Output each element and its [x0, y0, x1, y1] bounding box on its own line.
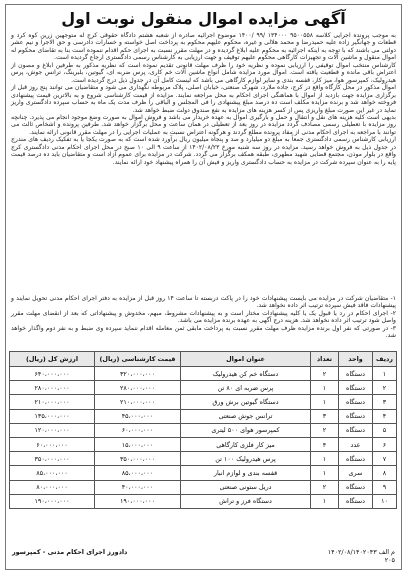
cell-price: ۶۰،۰۰۰،۰۰۰ [95, 423, 181, 437]
cell-unit: دستگاه [339, 409, 373, 423]
cell-title: قفسه بندی و لوازم انبار [181, 466, 311, 480]
cell-row: ۶ [373, 437, 397, 451]
cell-qty: ۱ [311, 494, 339, 508]
note-item: ۱- متقاضیان شرکت در مزایده می بایست پیشنهادات خود را در پاکت دربسته تا ساعت ۱۴ روز قبل از مزایده به دفتر اجرای احکام مدنی تحویل نمایند و پیشنهادات فاقد فیش سپرده ترتیب اثر داده نخواهد شد. [11, 295, 396, 310]
cell-total: ۶۴۰،۰۰۰،۰۰۰ [10, 367, 95, 381]
cell-title: پرس ضربه ای ۸۰ تن [181, 381, 311, 395]
cell-title: ترانس جوش صنعتی [181, 409, 311, 423]
cell-unit: دستگاه [339, 452, 373, 466]
cell-price: ۱۹۰،۰۰۰،۰۰۰ [95, 494, 181, 508]
body-paragraph: اموال مذکور در محل کارگاه واقع در کرج، جاده ملارد، شهرک صنعتی، خیابان اصلی، پلاک مربوطه نگهداری می شود و متقاضیان می توانند پنج روز قبل از برگزاری مزایده جهت بازدید از اموال با هماهنگی اجرای احکام به محل مراجعه نمایند. مزایده از قیمت کارشناسی شروع و به بالاترین قیمت پیشنهادی فروخته خواهد شد و برنده مزایده مکلف است ده درصد مبلغ پیشنهادی را فی المجلس و الباقی را ظرف مدت یک ماه به حساب سپرده دادگستری واریز نماید در غیر این صورت مبلغ واریزی پس از کسر هزینه های مزایده به نفع صندوق دولت ضبط خواهد شد. [11, 84, 396, 114]
table-row [10, 409, 397, 423]
cell-total: ۸۰،۰۰۰،۰۰۰ [10, 480, 95, 494]
cell-total: ۱۳۵،۰۰۰،۰۰۰ [10, 409, 95, 423]
cell-row: ۲ [373, 381, 397, 395]
header-price: قیمت کارشناسی (ریال) [95, 352, 181, 367]
cell-price: ۳۵۰،۰۰۰،۰۰۰ [95, 452, 181, 466]
table-row [10, 395, 397, 409]
cell-row: ۱ [373, 367, 397, 381]
cell-qty: ۳ [311, 409, 339, 423]
header-row: ردیف [373, 352, 397, 367]
cell-total: ۲۱۰،۰۰۰،۰۰۰ [10, 395, 95, 409]
table-row [10, 367, 397, 381]
notice-footer [6, 547, 401, 569]
cell-total: ۱۹۰،۰۰۰،۰۰۰ [10, 494, 95, 508]
cell-price: ۴۵،۰۰۰،۰۰۰ [95, 409, 181, 423]
cell-row: ۱۰ [373, 494, 397, 508]
header-total: ارزش کل (ریال) [10, 352, 95, 367]
cell-row: ۳ [373, 395, 397, 409]
cell-qty: ۴ [311, 437, 339, 451]
header-unit: واحد [339, 352, 373, 367]
cell-total: ۶۰،۰۰۰،۰۰۰ [10, 437, 95, 451]
body-paragraph: به موجب پرونده اجرایی کلاسه ۹۵۰۰۵۵۸ ۱۳۴۰۰۰ /۹۹ /۱۴۰۰ موضوع اجرائیه صادره از شعبه هشتم دادگاه حقوقی کرج له متوجهین زرین کوه کرد و قطعات و جهانگیر زاده علیه حمیدرضا و محمد هلالی و غیره، محکوم علیهم محکوم به پرداخت اصل خواسته و خسارات دادرسی و حق الاجرا و نیم عشر دولتی می باشند که با توجه به اینکه اجرائیه به محکوم علیه ابلاغ گردیده و در مهلت مقرر نسبت به اجرای حکم اقدام ننموده است بنا به تقاضای محکوم له اموال منقول و ماشین آلات و تجهیزات کارگاهی محکوم علیهم توقیف و جهت ارزیابی به کارشناس رسمی دادگستری ارجاع گردیده است. [11, 32, 396, 62]
notice-meta [328, 548, 395, 564]
cell-price: ۳۲۰،۰۰۰،۰۰۰ [95, 367, 181, 381]
cell-unit: دستگاه [339, 381, 373, 395]
cell-qty: ۲ [311, 367, 339, 381]
notice-title: آگهی مزایده اموال منقول نوبت اول [61, 9, 346, 28]
cell-qty: ۱ [311, 381, 339, 395]
cell-qty: ۱ [311, 452, 339, 466]
cell-qty: ۱ [311, 466, 339, 480]
cell-unit: دستگاه [339, 367, 373, 381]
cell-unit: سری [339, 466, 373, 480]
table-row [10, 452, 397, 466]
cell-price: ۲۱۰،۰۰۰،۰۰۰ [95, 395, 181, 409]
cell-row: ۴ [373, 409, 397, 423]
cell-row: ۷ [373, 452, 397, 466]
table-header-row [10, 352, 397, 367]
cell-price: ۱۵،۰۰۰،۰۰۰ [95, 437, 181, 451]
notice-body [6, 32, 401, 292]
table-row [10, 437, 397, 451]
body-paragraph: ارزیابی کارشناس رسمی دادگستری جمعاً به مبلغ دو میلیارد و صد و پنجاه میلیون ریال برآورد شده است که به صورت یکجا یا به تفکیک ردیف های مندرج در جدول ذیل به فروش خواهد رسید. مزایده در روز سه شنبه مورخ ۱۴۰۲/۰۸/۲۳ از ساعت ۹ الی ۱۰ صبح در محل اجرای احکام مدنی دادگستری کرج واقع در بلوار موذن، مجتمع قضایی شهید مطهری، طبقه همکف برگزار می گردد. شرکت در مزایده برای عموم آزاد است و متقاضیان باید ده درصد قیمت پایه را به عنوان سپرده شرکت در مزایده به حساب دادگستری واریز و فیش آن را همراه پیشنهاد خود ارائه نمایند. [11, 136, 397, 166]
body-paragraph: بدیهی است کلیه هزینه های نقل و انتقال و حمل و بارگیری اموال به عهده خریدار می باشد و فروش اموال به صورت وضع موجود انجام می پذیرد. چنانچه روز مزایده با تعطیلی رسمی مصادف گردد مزایده در روز بعد از تعطیلی در همان ساعت و محل برگزار خواهد شد. طرفین پرونده و اشخاص ثالث می توانند با مراجعه به اجرای احکام مدنی از مفاد پرونده مطلع گردند و هرگونه اعتراض نسبت به عملیات اجرایی را در مهلت مقرر قانونی ارائه نمایند. [11, 113, 396, 136]
cell-title: دستگاه گیوتین برش ورق [181, 395, 311, 409]
cell-title: میز کار فلزی کارگاهی [181, 437, 311, 451]
table-row [10, 423, 397, 437]
notice-code: ۲۰۵ [384, 556, 395, 564]
cell-total: ۸۵،۰۰۰،۰۰۰ [10, 466, 95, 480]
cell-unit: دستگاه [339, 395, 373, 409]
cell-price: ۲۸۰،۰۰۰،۰۰۰ [95, 381, 181, 395]
cell-title: دستگاه خم کن هیدرولیک [181, 367, 311, 381]
cell-unit: دستگاه [339, 480, 373, 494]
table-row [10, 494, 397, 508]
table-row [10, 381, 397, 395]
cell-total: ۳۵۰،۰۰۰،۰۰۰ [10, 452, 95, 466]
cell-title: کمپرسور هوای ۵۰۰ لیتری [181, 423, 311, 437]
cell-title: دریل ستونی صنعتی [181, 480, 311, 494]
signature: دادورز اجرای احکام مدنی - کمپرسور [12, 548, 128, 556]
cell-unit: دستگاه [339, 423, 373, 437]
cell-title: دستگاه فرز و تراش [181, 494, 311, 508]
cell-price: ۴۰،۰۰۰،۰۰۰ [95, 480, 181, 494]
cell-price: ۸۵،۰۰۰،۰۰۰ [95, 466, 181, 480]
cell-title: پرس هیدرولیک ۱۰۰ تن [181, 452, 311, 466]
table-row [10, 466, 397, 480]
cell-unit: دستگاه [339, 494, 373, 508]
cell-total: ۲۸۰،۰۰۰،۰۰۰ [10, 381, 95, 395]
cell-unit: عدد [339, 437, 373, 451]
header-qty: تعداد [311, 352, 339, 367]
header-title: عنوان اموال [181, 352, 311, 367]
notice-notes [6, 295, 401, 347]
cell-qty: ۱ [311, 395, 339, 409]
cell-total: ۱۲۰،۰۰۰،۰۰۰ [10, 423, 95, 437]
cell-row: ۹ [373, 480, 397, 494]
table-row [10, 480, 397, 494]
cell-row: ۸ [373, 466, 397, 480]
note-item: ۳- در صورتی که نفر اول برنده مزایده ظرف مهلت مقرر نسبت به پرداخت مابقی ثمن معامله اقدام ننماید سپرده وی ضبط و به نفر دوم واگذار خواهد شد. [11, 324, 396, 340]
cell-qty: ۲ [311, 423, 339, 437]
cell-row: ۵ [373, 423, 397, 437]
cell-qty: ۲ [311, 480, 339, 494]
auction-notice [5, 4, 402, 570]
assets-table [9, 351, 397, 509]
body-paragraph: کارشناس منتخب اموال توقیفی را ارزیابی نموده و نظریه خود را ظرف مهلت قانونی تقدیم نموده است که نظریه مذکور به طرفین ابلاغ و مصون از اعتراض باقی مانده و قطعیت یافته است. اموال مورد مزایده شامل انواع ماشین آلات خم کاری، پرس ضربه ای، گیوتین، بلبرینگ، ترانس جوش، پرس هیدرولیک، کمپرسور هوا، میز کار، قفسه بندی و سایر لوازم کارگاهی می باشد که لیست کامل آن در جدول ذیل درج گردیده است. [11, 61, 396, 84]
reference-number: م الف ۱۴۰۲/۰۸/۱۴۰۲۰۴۳ [327, 548, 395, 556]
note-item: ۲- اجرای احکام در رد یا قبول یک یا کلیه پیشنهادات مختار است و به پیشنهادات مشروط، مبهم، مخدوش و پیشنهاداتی که بعد از انقضای مهلت مقرر واصل شود ترتیب اثر داده نخواهد شد. هزینه درج آگهی به عهده برنده مزایده می باشد. [11, 309, 396, 325]
